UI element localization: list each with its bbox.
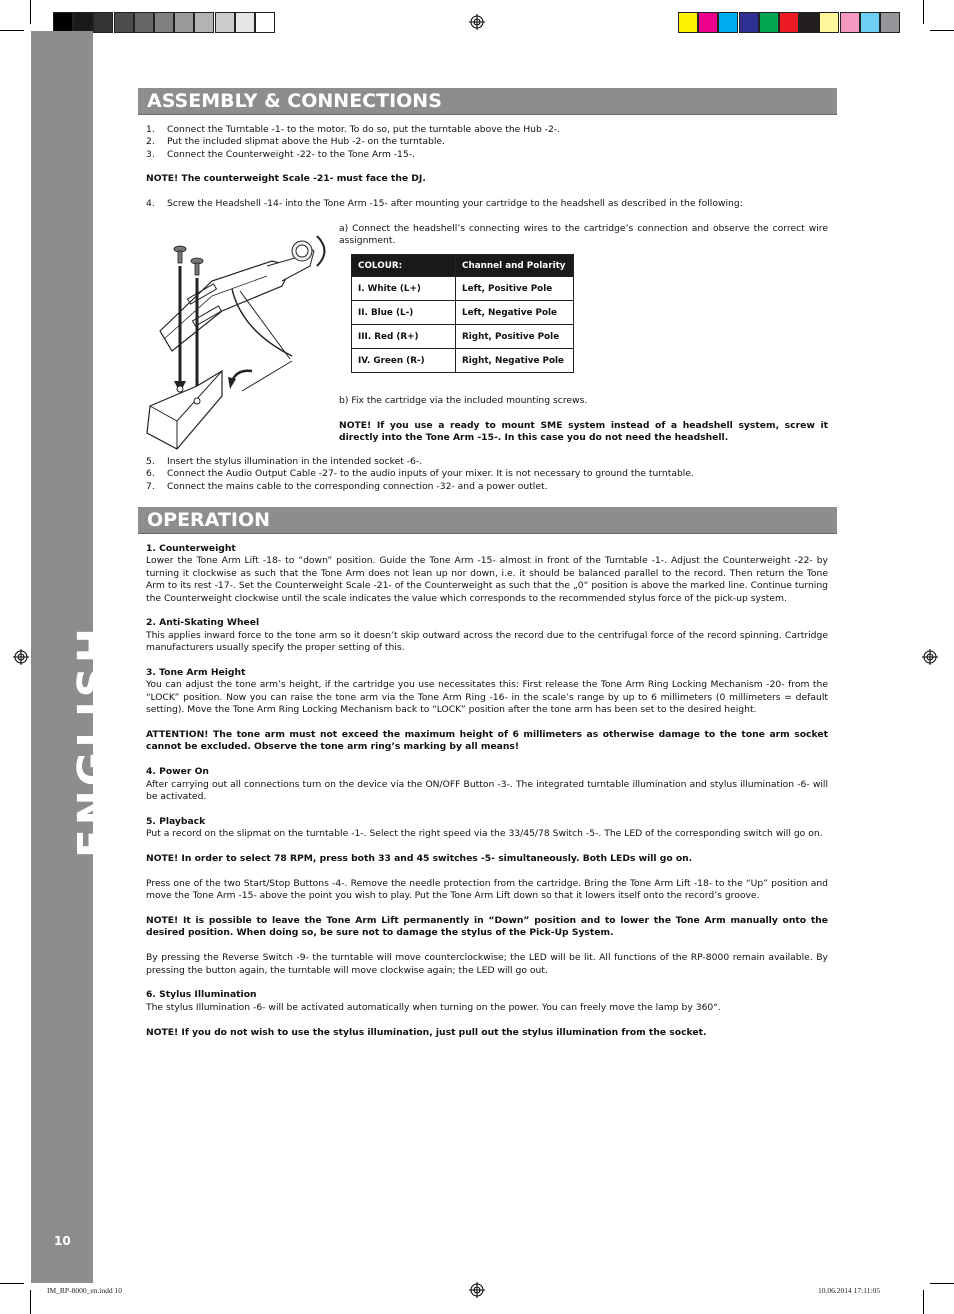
headshell-cartridge-illustration	[142, 221, 332, 453]
language-label: ENGLISH	[68, 623, 118, 859]
table-cell: Right, Negative Pole	[456, 349, 574, 373]
table-header-row	[352, 255, 574, 277]
color-swatch	[860, 12, 880, 33]
section-text: Press one of the two Start/Stop Buttons -4-. Remove the needle protection from the cartridge. Bring the Tone Arm Lift -18- to the “Up” position and move the Tone Arm -15- above the point you wish to play. Put the Tone Arm Lift down so that it lowers itself onto the record’s groove.	[146, 877, 828, 902]
table-cell: Left, Negative Pole	[456, 301, 574, 325]
color-swatch	[134, 12, 154, 33]
color-swatch	[235, 12, 255, 33]
assembly-section-header	[138, 88, 837, 115]
color-swatch	[779, 12, 799, 33]
footer-timestamp: 10.06.2014 17:11:05	[818, 1286, 881, 1295]
assembly-steps-list-2	[146, 456, 836, 493]
color-swatch	[73, 12, 93, 33]
color-swatch	[678, 12, 698, 33]
note-78rpm: NOTE! In order to select 78 RPM, press both 33 and 45 switches -5- simultaneously. Both LEDs will go on.	[146, 853, 693, 865]
assembly-heading: ASSEMBLY & CONNECTIONS	[147, 90, 442, 112]
operation-section-header	[138, 507, 837, 534]
section-text: Put a record on the slipmat on the turntable -1-. Select the right speed via the 33/45/78 Switch -5-. The LED of the corresponding switch will go on.	[146, 828, 823, 840]
color-swatch	[739, 12, 759, 33]
attention-note: ATTENTION! The tone arm must not exceed the maximum height of 6 millimeters as otherwise damage to the tone arm socket cannot be excluded. Observe the tone arm ring’s marking by all means!	[146, 729, 828, 753]
page-number: 10	[54, 1234, 71, 1248]
color-swatch	[215, 12, 235, 33]
color-swatch	[698, 12, 718, 33]
note-stylus-illumination: NOTE! If you do not wish to use the stylus illumination, just pull out the stylus illumination from the socket.	[146, 1026, 707, 1038]
table-cell: Right, Positive Pole	[456, 325, 574, 349]
section-text: The stylus Illumination -6- will be activated automatically when turning on the power. You can freely move the lamp by 360°.	[146, 1001, 721, 1013]
table-header: COLOUR:	[352, 255, 456, 277]
section-text: This applies inward force to the tone arm so it doesn’t skip outward across the record due to the centrifugal force of the record spinning. Cartridge manufacturers usually specify the proper setting of this.	[146, 629, 828, 654]
table-row	[352, 301, 574, 325]
section-text: Lower the Tone Arm Lift -18- to “down” position. Guide the Tone Arm -15- almost in front of the Turntable -1-. Adjust the Counterweight -22- by turning it clockwise as such that the Tone Arm does not lean up nor down, i.e. it should be balanced parallel to the record. Then return the Tone Arm to its rest -17-. Set the Counterweight Scale -21- of the Counterweight as such that the „0“ position is above the marked line. Continue turning the Counterweight clockwise until the scale indicates the value which corresponds to the recommended stylus force of the pick-up system.	[146, 555, 828, 604]
operation-body	[146, 543, 828, 1039]
table-cell: II. Blue (L-)	[352, 301, 456, 325]
table-row	[352, 325, 574, 349]
color-swatch	[53, 12, 73, 33]
registration-mark-icon	[922, 649, 938, 665]
list-item: 1. Connect the Turntable -1- to the motor. To do so, put the turntable above the Hub -2-.	[146, 124, 561, 135]
instruction-b: b) Fix the cartridge via the included mounting screws.	[339, 395, 588, 406]
step-4	[146, 198, 836, 210]
section-title-tone-arm-height: 3. Tone Arm Height	[146, 667, 246, 679]
color-swatch	[154, 12, 174, 33]
footer-file-info: IM_RP-8000_en.indd 10	[47, 1286, 122, 1295]
wire-assignment-table	[351, 254, 574, 373]
table-cell: III. Red (R+)	[352, 325, 456, 349]
crop-mark	[923, 1290, 924, 1314]
crop-mark	[0, 1283, 24, 1284]
list-item: 5. Insert the stylus illumination in the intended socket -6-.	[146, 456, 423, 467]
list-item: 7. Connect the mains cable to the corresponding connection -32- and a power outlet.	[146, 480, 548, 492]
section-text: After carrying out all connections turn on the device via the ON/OFF Button -3-. The integrated turntable illumination and stylus illumination -6- will be activated.	[146, 778, 828, 803]
color-swatch	[799, 12, 819, 33]
color-swatch	[93, 12, 113, 33]
section-title-stylus-illumination: 6. Stylus Illumination	[146, 989, 257, 1001]
table-row	[352, 349, 574, 373]
assembly-steps-list	[146, 124, 836, 161]
section-text: By pressing the Reverse Switch -9- the turntable will move counterclockwise; the LED will be lit. All functions of the RP-8000 remain available. By pressing the button again, the turntable will move clockwise again; the LED will go out.	[146, 952, 828, 976]
counterweight-note: NOTE! The counterweight Scale -21- must face the DJ.	[146, 173, 426, 184]
section-title-counterweight: 1. Counterweight	[146, 543, 236, 554]
list-item: 2. Put the included slipmat above the Hub -2- on the turntable.	[146, 136, 445, 148]
color-swatch	[840, 12, 860, 33]
crop-mark	[923, 0, 924, 24]
color-swatch	[759, 12, 779, 33]
crop-mark	[930, 30, 954, 31]
color-swatch	[255, 12, 275, 33]
color-swatch	[819, 12, 839, 33]
operation-heading: OPERATION	[147, 509, 270, 531]
instruction-a: a) Connect the headshell’s connecting wires to the cartridge’s connection and observe the correct wire assignment.	[339, 223, 828, 247]
color-swatch	[114, 12, 134, 33]
sme-note: NOTE! If you use a ready to mount SME system instead of a headshell system, screw it directly into the Tone Arm -15-. In this case you do not need the headshell.	[339, 420, 828, 444]
section-text: You can adjust the tone arm’s height, if the cartridge you use necessitates this: First release the Tone Arm Ring Locking Mechanism -20- from the “LOCK” position. Now you can raise the tone arm via the Tone Arm Ring -16- in the scale’s range by up to 6 millimeters (0 millimeters = default setting). Move the Tone Arm Ring Locking Mechanism back to “LOCK” position after the tone arm has been set to the desired height.	[146, 679, 828, 716]
registration-mark-icon	[469, 1282, 485, 1298]
table-row	[352, 277, 574, 301]
table-header: Channel and Polarity	[456, 255, 574, 277]
crop-mark	[930, 1283, 954, 1284]
list-item: 4. Screw the Headshell -14- into the Tone Arm -15- after mounting your cartridge to the headshell as described in the following:	[146, 198, 743, 209]
list-item: 6. Connect the Audio Output Cable -27- to the audio inputs of your mixer. It is not necessary to ground the turntable.	[146, 468, 694, 480]
color-swatch	[880, 12, 900, 33]
table-cell: IV. Green (R-)	[352, 349, 456, 373]
table-cell: Left, Positive Pole	[456, 277, 574, 301]
table-cell: I. White (L+)	[352, 277, 456, 301]
note-tone-arm-lift: NOTE! It is possible to leave the Tone Arm Lift permanently in “Down” position and to lower the Tone Arm manually onto the desired position. When doing so, be sure not to damage the stylus of the Pick-Up System.	[146, 915, 828, 939]
registration-mark-icon	[13, 649, 29, 665]
section-title-power-on: 4. Power On	[146, 766, 209, 778]
crop-mark	[0, 30, 24, 31]
language-sidebar	[31, 31, 118, 1283]
color-swatch	[174, 12, 194, 33]
crop-mark	[30, 1290, 31, 1314]
section-title-anti-skating: 2. Anti-Skating Wheel	[146, 617, 260, 629]
registration-mark-icon	[469, 14, 485, 30]
crop-mark	[30, 0, 31, 24]
list-item: 3. Connect the Counterweight -22- to the Tone Arm -15-.	[146, 148, 415, 160]
section-title-playback: 5. Playback	[146, 815, 206, 827]
color-swatch	[194, 12, 214, 33]
color-swatch	[718, 12, 738, 33]
